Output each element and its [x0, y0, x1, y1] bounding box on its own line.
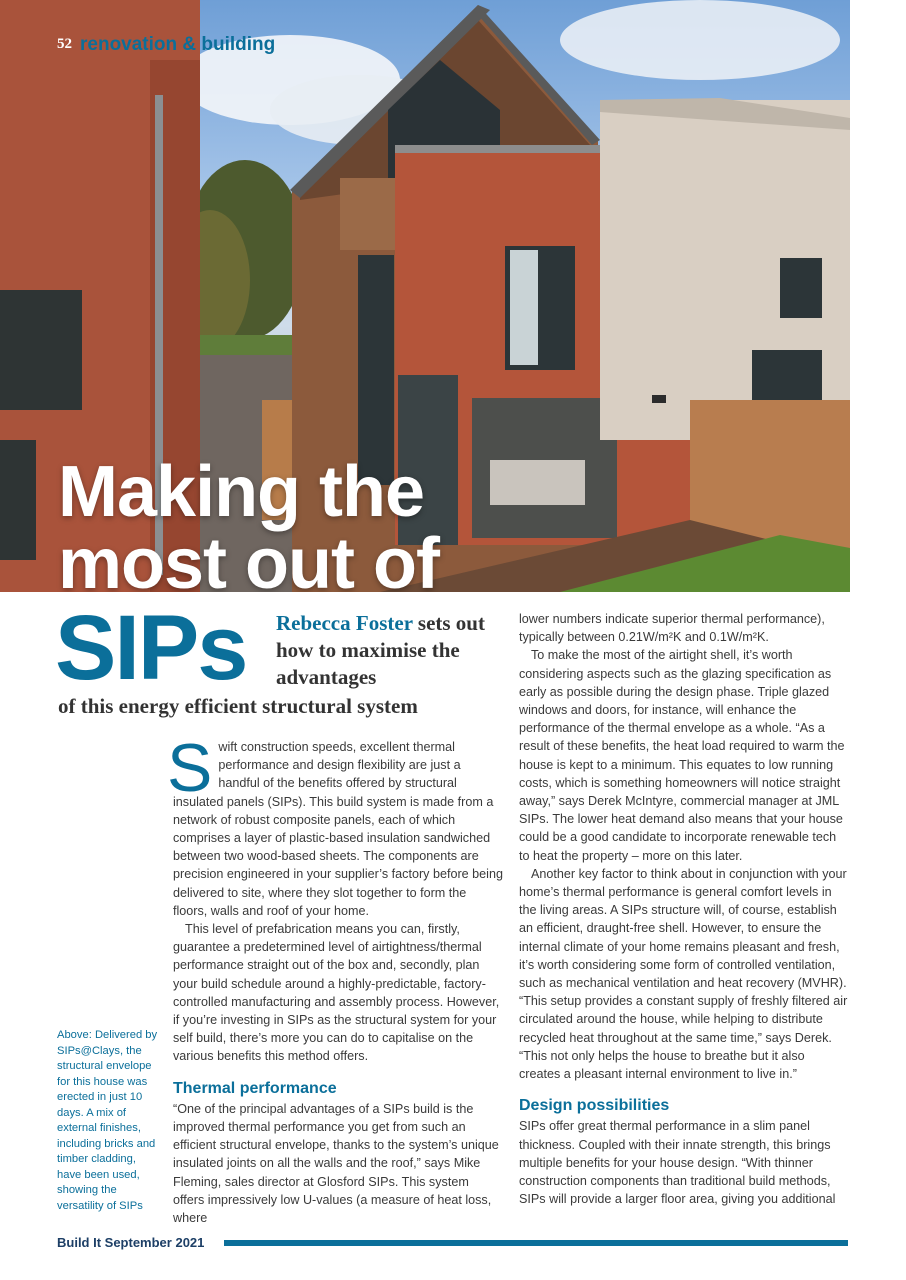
- drop-cap: S: [167, 730, 213, 806]
- body-column-middle: [167, 730, 503, 1227]
- standfirst-continued: of this energy efficient structural system: [58, 694, 418, 718]
- body-column-right: [519, 610, 849, 1209]
- paragraph-1-text: wift construction speeds, excellent thermal performance and design flexibility are just a handful of the benefits offered by structural insulated panels (SIPs). This build system is made from a network of robust composite panels, each of which comprises a layer of plastic-based insulation sandwiched between two wood-based sheets. The components are precision engineered in your supplier’s factory before being delivered to site, where they slot together to form the floors, walls and roof of your home.: [173, 740, 503, 918]
- paragraph-5: To make the most of the airtight shell, it’s worth considering aspects such as the glazing specification as early as possible during the design phase. Triple glazed windows and doors, for instance, will enhance the performance of the thermal envelope as a whole. “As a result of these benefits, the heat load required to warm the house is kept to a minimum. This equates to low running costs, which is something homeowners will notice straight away,” says Derek McIntyre, commercial manager at JML SIPs. The lower heat demand also means that your house could be a good candidate to incorporate renewable tech to heat the property – more on this later.: [519, 648, 845, 863]
- hero-photo: [0, 0, 850, 592]
- headline-line-2: most out of: [58, 524, 439, 592]
- paragraph-intro: [167, 730, 503, 920]
- subhead-thermal-performance: Thermal performance: [173, 1079, 337, 1097]
- photo-caption: Above: Delivered by SIPs@Clays, the structural envelope for this house was erected in just 10 days. A mix of external finishes, including bricks and timber cladding, have been used, showing the versatility of SIPs: [57, 1029, 158, 1212]
- paragraph-4: lower numbers indicate superior thermal performance), typically between 0.21W/m²K and 0.1W/m²K.: [519, 612, 825, 645]
- headline-sips: SIPs: [55, 597, 247, 699]
- footer-brand: Build It: [57, 1235, 102, 1250]
- paragraph-6: Another key factor to think about in conjunction with your home’s thermal performance is general comfort levels in the living areas. A SIPs structure will, of course, establish an efficient, draught-free shell. However, to ensure the internal climate of your home remains pleasant and fresh, it’s worth considering some form of controlled ventilation, such as mechanical ventilation and heat recovery (MVHR). “This setup provides a constant supply of freshly filtered air circulated around the house, while helping to distribute recycled heat throughout at the same time,” says Derek. “This not only helps the house to breathe but it also creates a pleasant internal environment to live in.”: [519, 866, 848, 1082]
- author-name: Rebecca Foster: [276, 611, 413, 635]
- subhead-design-possibilities: Design possibilities: [519, 1097, 670, 1115]
- headline-line-1: Making the: [58, 452, 425, 532]
- footer-issue: September 2021: [101, 1235, 205, 1250]
- page-number: 52: [57, 36, 72, 52]
- paragraph-2: This level of prefabrication means you can, firstly, guarantee a predetermined level of airtightness/thermal performance straight out of the box and, secondly, plan your build schedule around a highly-predictable, factory-controlled manufacturing and assembly process. However, if you’re investing in SIPs as the structural system for your self build, there’s more you can do to capitalise on the various benefits this method offers.: [173, 922, 500, 1064]
- section-label: renovation & building: [80, 34, 276, 55]
- footer-masthead: [57, 1235, 204, 1250]
- paragraph-3: “One of the principal advantages of a SIPs build is the improved thermal performance you get from such an efficient structural envelope, thanks to the system’s unique insulated joints on all the walls and the roof,” says Mike Fleming, sales director at Glosford SIPs. This system offers impressively low U-values (a measure of heat loss, where: [173, 1101, 499, 1226]
- standfirst-text: sets out how to maximise the advantages: [276, 611, 485, 689]
- paragraph-7: SIPs offer great thermal performance in a slim panel thickness. Coupled with their innate strength, this brings multiple benefits for your house design. “With thinner construction components than traditional build methods, SIPs will provide a larger floor area, giving you additional: [519, 1119, 836, 1207]
- footer-rule: [224, 1240, 848, 1246]
- standfirst: [276, 610, 501, 691]
